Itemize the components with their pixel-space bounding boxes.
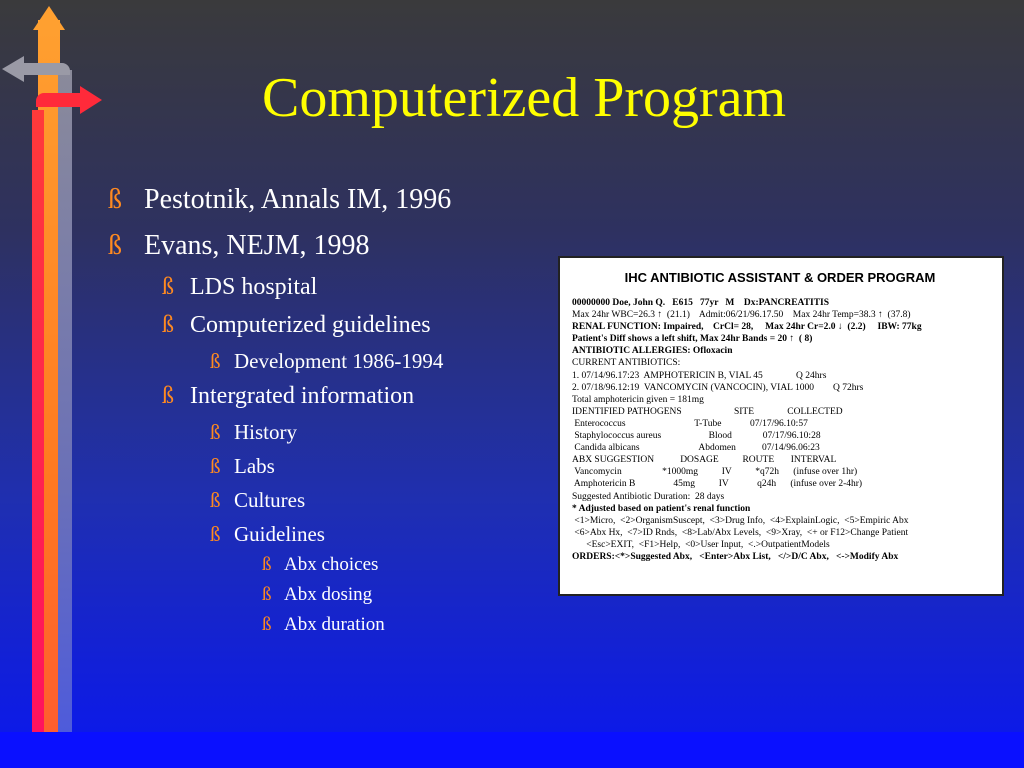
screenshot-line: Staphylococcus aureus Blood 07/17/96.10:28 [572, 431, 821, 442]
left-arrow-stem [22, 63, 70, 75]
bullet-text: Abx duration [284, 614, 385, 635]
bullet-item [162, 312, 431, 339]
bullet-marker: ß [108, 184, 122, 215]
bullet-text: LDS hospital [190, 274, 318, 300]
left-arrow-icon [2, 56, 24, 82]
program-screenshot [558, 256, 1004, 596]
bullet-item [210, 454, 275, 479]
right-arrow-stem [36, 93, 82, 107]
screenshot-line: <6>Abx Hx, <7>ID Rnds, <8>Lab/Abx Levels, <9>Xray, <+ or F12>Change Patient [572, 527, 909, 538]
screenshot-line: 00000000 Doe, John Q. E615 77yr M Dx:PANCREATITIS [572, 298, 830, 308]
bullet-marker: ß [210, 522, 221, 546]
bottom-strip [0, 732, 1024, 768]
screenshot-line: * Adjusted based on patient's renal function [572, 503, 751, 514]
bullet-marker: ß [262, 614, 272, 635]
bullet-item [262, 554, 378, 576]
screenshot-line: CURRENT ANTIBIOTICS: [572, 358, 681, 369]
bullet-item [262, 614, 385, 636]
bullet-text: Cultures [234, 488, 306, 512]
bullet-item [108, 184, 451, 216]
bullet-marker: ß [262, 584, 272, 605]
screenshot-lines [572, 297, 988, 563]
bullet-text: Labs [234, 454, 275, 478]
bullet-text: Computerized guidelines [190, 312, 431, 338]
bullet-marker: ß [210, 420, 221, 444]
bullet-text: Guidelines [234, 522, 325, 546]
bullet-marker: ß [162, 312, 174, 338]
screenshot-line: 1. 07/14/96.17:23 AMPHOTERICIN B, VIAL 45 Q 24hrs [572, 370, 827, 381]
bullet-item [162, 383, 414, 410]
screenshot-line: Enterococcus T-Tube 07/17/96.10:57 [572, 418, 808, 429]
bullet-marker: ß [108, 230, 122, 261]
screenshot-line: Candida albicans Abdomen 07/14/96.06:23 [572, 443, 820, 454]
bullet-marker: ß [210, 349, 221, 373]
screenshot-line: 2. 07/18/96.12:19 VANCOMYCIN (VANCOCIN), VIAL 1000 Q 72hrs [572, 382, 864, 393]
screenshot-title: IHC ANTIBIOTIC ASSISTANT & ORDER PROGRAM [624, 270, 936, 285]
bullet-text: Pestotnik, Annals IM, 1996 [144, 184, 452, 215]
bullet-text: History [234, 420, 297, 444]
decor-grey-bar [58, 70, 72, 768]
bullet-item [108, 230, 370, 262]
screenshot-line: Total amphotericin given = 181mg [572, 394, 704, 405]
screenshot-line: Amphotericin B 45mg IV q24h (infuse over 2-4hr) [572, 479, 863, 490]
slide-title: Computerized Program [262, 67, 787, 129]
screenshot-line: Vancomycin *1000mg IV *q72h (infuse over 1hr) [572, 467, 858, 478]
screenshot-line: Patient's Diff shows a left shift, Max 24hr Bands = 20 ↑ ( 8) [572, 334, 813, 345]
bullet-item [210, 522, 325, 547]
bullet-marker: ß [162, 383, 174, 409]
bullet-text: Intergrated information [190, 383, 415, 409]
decor-red-bar [32, 110, 44, 768]
up-arrow-icon [33, 6, 65, 30]
screenshot-line: RENAL FUNCTION: Impaired, CrCl= 28, Max 24hr Cr=2.0 ↓ (2.2) IBW: 77kg [572, 322, 922, 333]
screenshot-line: <1>Micro, <2>OrganismSuscept, <3>Drug Info, <4>ExplainLogic, <5>Empiric Abx [572, 515, 909, 526]
bullet-item [210, 349, 443, 374]
bullet-text: Abx choices [284, 554, 379, 575]
bullet-text: Abx dosing [284, 584, 373, 605]
screenshot-line: ORDERS:<*>Suggested Abx, <Enter>Abx List, </>D/C Abx, <->Modify Abx [572, 551, 899, 562]
screenshot-line: IDENTIFIED PATHOGENS SITE COLLECTED [572, 406, 843, 417]
bullet-text: Development 1986-1994 [234, 349, 444, 373]
right-arrow-icon [80, 86, 102, 114]
bullet-marker: ß [210, 454, 221, 478]
bullet-text: Evans, NEJM, 1998 [144, 230, 370, 261]
bullet-marker: ß [262, 554, 272, 575]
bullet-item [210, 420, 297, 445]
bullet-marker: ß [162, 274, 174, 300]
screenshot-line: Max 24hr WBC=26.3 ↑ (21.1) Admit:06/21/96.17.50 Max 24hr Temp=38.3 ↑ (37.8) [572, 310, 911, 321]
screenshot-line: ANTIBIOTIC ALLERGIES: Ofloxacin [572, 346, 733, 357]
screenshot-line: <Esc>EXIT, <F1>Help, <0>User Input, <.>OutpatientModels [572, 539, 830, 550]
screenshot-line: Suggested Antibiotic Duration: 28 days [572, 491, 725, 502]
bullet-item [210, 488, 305, 513]
bullet-marker: ß [210, 488, 221, 512]
bullet-item [262, 584, 372, 606]
screenshot-line: ABX SUGGESTION DOSAGE ROUTE INTERVAL [572, 455, 837, 466]
bullet-item [162, 274, 317, 301]
